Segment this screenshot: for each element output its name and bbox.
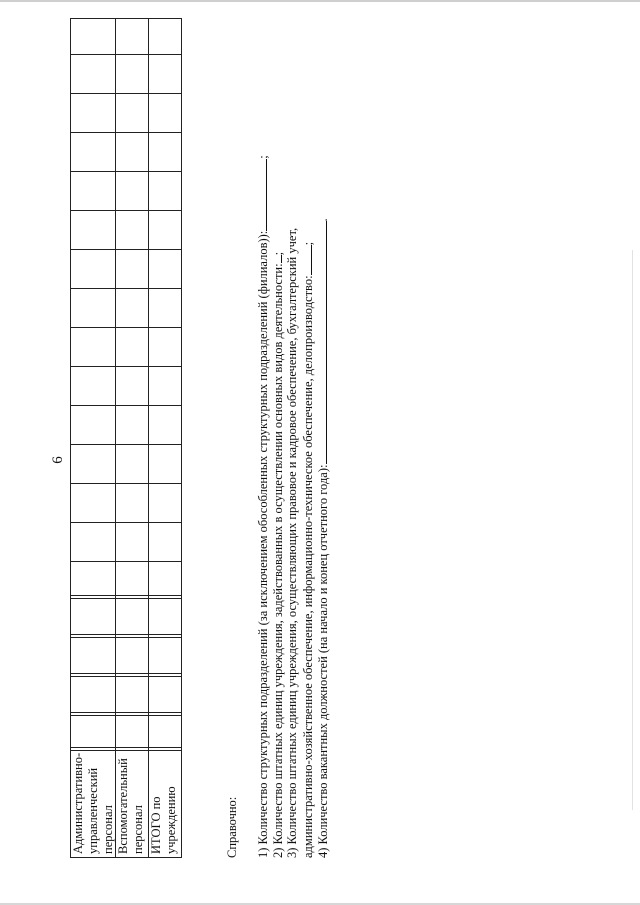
table-cell-border [148, 54, 181, 55]
table-cell-border [70, 747, 115, 748]
table-cell-border [115, 673, 148, 674]
note-item-2 [270, 252, 286, 858]
table-cell-border [148, 522, 181, 523]
table-cell-border [70, 715, 115, 716]
table-row-divider [115, 18, 116, 858]
table-cell-border [148, 366, 181, 367]
table-cell-border [148, 673, 181, 674]
table-cell-border [115, 750, 148, 751]
table-cell-border [115, 18, 148, 19]
table-cell-border [115, 444, 148, 445]
table-cell-border [148, 132, 181, 133]
table-cell-border [115, 561, 148, 562]
note-text-1: 1) Количество структурных подразделений (за исключением обособленных структурных подразделений (филиалов)): [256, 230, 270, 858]
table-cell-border [148, 327, 181, 328]
note-item-3 [285, 228, 300, 858]
table-row-admin [70, 18, 115, 858]
table-cell-border [70, 93, 115, 94]
table-cell-border [115, 676, 148, 677]
table-cell-border [115, 857, 148, 858]
table-cell-border [148, 637, 181, 638]
table-cell-border [148, 93, 181, 94]
table-cell-border [70, 444, 115, 445]
note-item-4 [315, 218, 331, 858]
table-cell-border [148, 18, 181, 19]
note-fill-line-3 [300, 245, 312, 275]
table-cell-border [148, 857, 181, 858]
table-border-bottom [181, 18, 182, 858]
table-row-support [115, 18, 148, 858]
table-cell-border [115, 54, 148, 55]
table-cell-border [148, 210, 181, 211]
table-cell-border [70, 54, 115, 55]
table-cell-border [115, 595, 148, 596]
note-fill-line-1 [255, 159, 267, 231]
note-suffix-1: ; [256, 155, 270, 159]
table-cell-border [148, 715, 181, 716]
row-label-admin: Административно-управленческий персонал [71, 752, 115, 854]
table-border-top [70, 18, 71, 858]
table-cell-border [70, 327, 115, 328]
staffing-table [70, 18, 200, 858]
table-cell-border [70, 750, 115, 751]
table-cell-border [115, 132, 148, 133]
rotated-landscape-content [50, 18, 350, 858]
table-cell-border [115, 483, 148, 484]
table-cell-border [70, 676, 115, 677]
table-cell-border [70, 522, 115, 523]
page-number: 6 [50, 456, 66, 464]
table-cell-border [148, 595, 181, 596]
table-cell-border [115, 522, 148, 523]
table-cell-border [70, 712, 115, 713]
table-cell-border [115, 210, 148, 211]
table-cell-border [115, 747, 148, 748]
table-cell-border [70, 18, 115, 19]
table-cell-border [115, 288, 148, 289]
table-cell-border [70, 673, 115, 674]
table-cell-border [115, 249, 148, 250]
table-cell-border [70, 405, 115, 406]
table-cell-border [115, 327, 148, 328]
table-cell-border [115, 634, 148, 635]
table-cell-border [115, 93, 148, 94]
scan-edge-right [632, 250, 633, 810]
table-cell-border [148, 712, 181, 713]
note-text-3b: административно-хозяйственное обеспечение, информационно-техническое обеспечение, делопроизводство: [301, 275, 315, 858]
note-suffix-3: ; [301, 241, 315, 246]
table-cell-border [115, 715, 148, 716]
table-cell-border [70, 483, 115, 484]
scan-edge-top [0, 0, 640, 2]
table-cell-border [70, 637, 115, 638]
table-cell-border [115, 637, 148, 638]
table-cell-border [148, 747, 181, 748]
note-text-4: 4) Количество вакантных должностей (на начало и конец отчетного года): [316, 464, 330, 858]
row-label-total: ИТОГО по учреждению [149, 786, 178, 854]
table-cell-border [148, 598, 181, 599]
table-cell-border [148, 676, 181, 677]
table-cell-border [148, 444, 181, 445]
table-cell-border [70, 857, 115, 858]
table-cell-border [70, 171, 115, 172]
table-cell-border [148, 171, 181, 172]
table-cell-border [148, 405, 181, 406]
table-cell-border [115, 712, 148, 713]
table-cell-border [115, 405, 148, 406]
table-cell-border [70, 210, 115, 211]
table-cell-border [70, 634, 115, 635]
table-cell-border [148, 750, 181, 751]
note-text-2: 2) Количество штатных единиц учреждения, задействованных в осуществлении основных видов деятельности: [271, 263, 285, 858]
table-cell-border [70, 366, 115, 367]
note-suffix-2: ; [271, 251, 285, 256]
note-fill-line-4 [315, 222, 327, 465]
table-cell-border [148, 249, 181, 250]
table-cell-border [115, 366, 148, 367]
note-item-1 [255, 155, 271, 858]
notes-title: Справочно: [225, 796, 239, 858]
table-cell-border [70, 132, 115, 133]
table-cell-border [70, 561, 115, 562]
table-cell-border [148, 634, 181, 635]
note-item-3-continued [300, 242, 316, 858]
table-row-divider [148, 18, 149, 858]
table-cell-border [70, 595, 115, 596]
table-cell-border [115, 171, 148, 172]
table-cell-border [148, 288, 181, 289]
note-fill-line-2 [270, 255, 282, 263]
table-cell-border [70, 249, 115, 250]
table-row-total [148, 18, 181, 858]
table-cell-border [70, 288, 115, 289]
table-cell-border [148, 483, 181, 484]
table-cell-border [70, 598, 115, 599]
note-suffix-4: . [316, 218, 330, 222]
table-cell-border [148, 561, 181, 562]
row-label-support: Вспомогательный персонал [116, 758, 145, 854]
table-cell-border [115, 598, 148, 599]
note-text-3: 3) Количество штатных единиц учреждения, осуществляющих правовое и кадровое обеспечение, бухгалтерский учет, [285, 227, 299, 858]
